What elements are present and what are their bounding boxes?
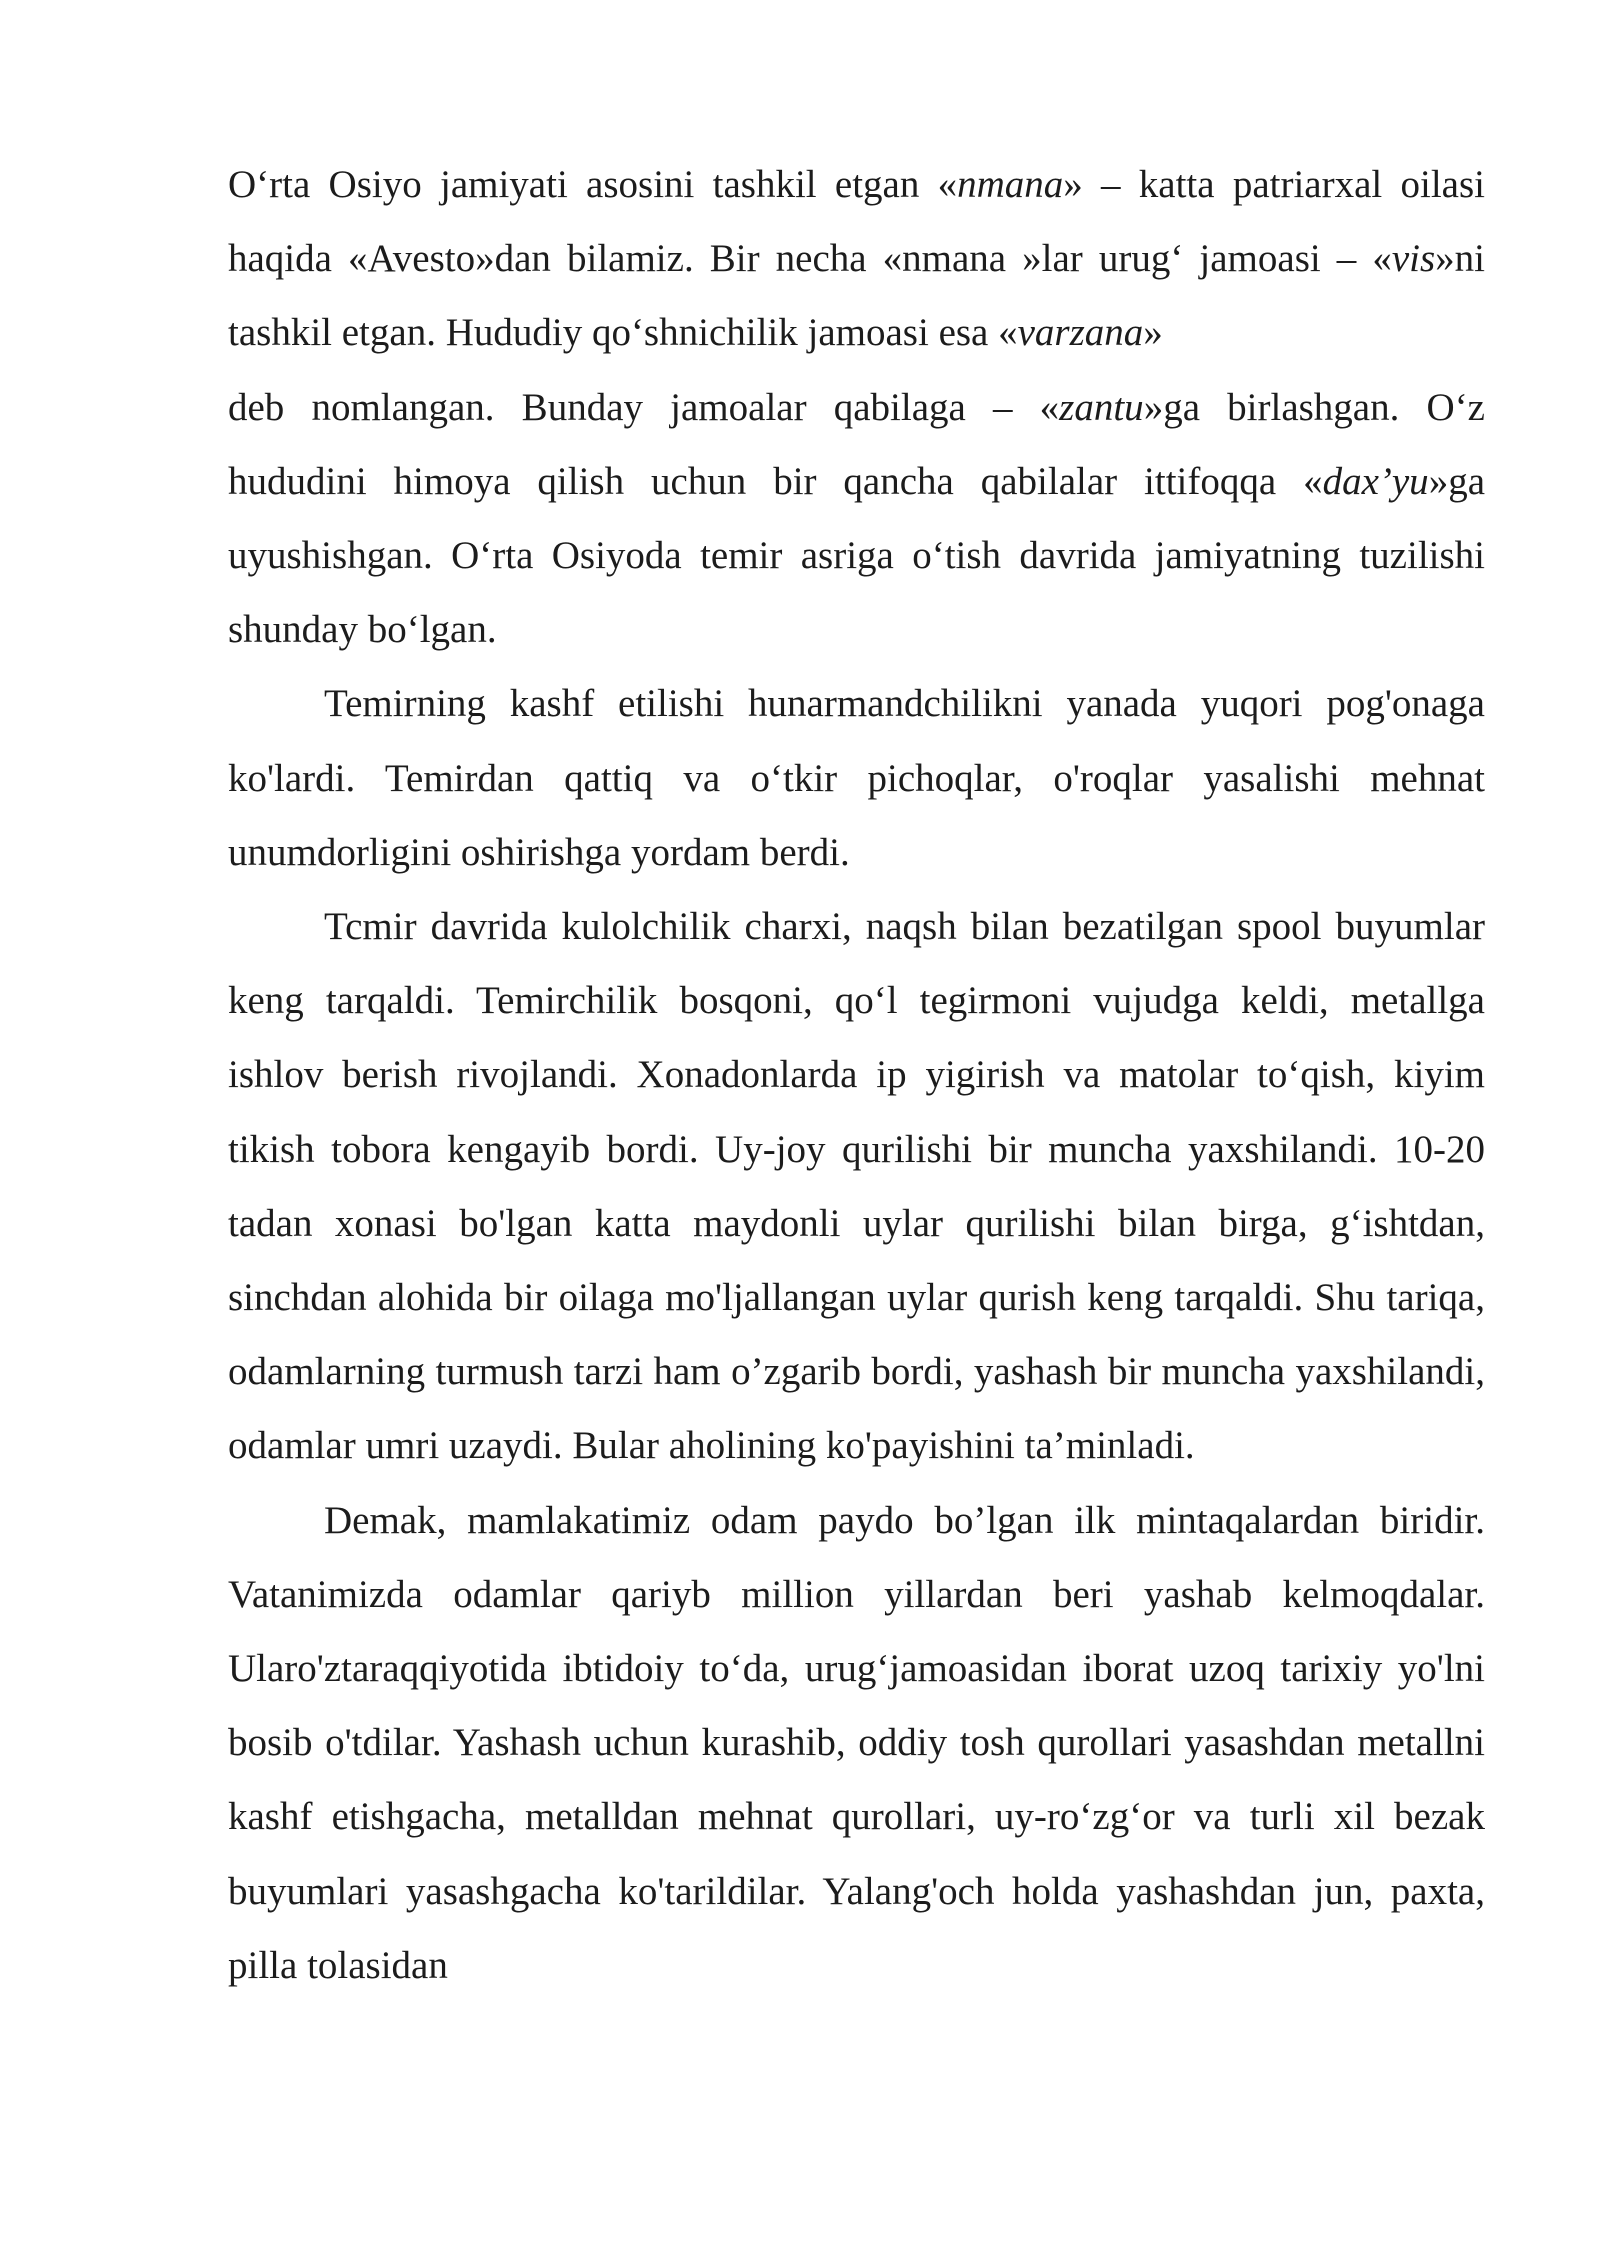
text-segment: »ga birlashgan. O‘z hududini himoya qilish uchun bir qancha qabilalar ittifoqqa « [228,385,1485,503]
italic-term: nmana [957,163,1064,206]
paragraph [228,667,1485,890]
text-segment: Temirning kashf etilishi hunarmandchilikni yanada yuqori pog'onaga ko'lardi. Temirdan qattiq va o‘tkir pichoqlar, o'roqlar yasalishi mehnat unumdorligini oshirishga yordam berdi. [228,682,1485,874]
text-segment: Tcmir davrida kulolchilik charxi, naqsh bilan bezatilgan spool buyumlar keng tarqaldi. Temirchilik bosqoni, qo‘l tegirmoni vujudga keldi, metallga ishlov berish rivojlandi. Xonadonlarda ip yigirish va matolar to‘qish, kiyim tikish tobora kengayib bordi. Uy-joy qurilishi bir muncha yaxshilandi. 10-20 tadan xonasi bo'lgan katta maydonli uylar qurilishi bilan birga, g‘ishtdan, sinchdan alohida bir oilaga mo'ljallangan uylar qurish keng tarqaldi. Shu tariqa, odamlarning turmush tarzi ham o’zgarib bordi, yashash bir muncha yaxshilandi, odamlar umri uzaydi. Bular aholining ko'payishini ta’minladi. [228,905,1485,1468]
italic-term: vis [1391,237,1436,281]
paragraph [228,148,1485,667]
italic-term: varzana [1017,311,1144,355]
text-segment: »ga uyushishgan. O‘rta Osiyoda temir asriga o‘tish davrida jamiyatning tuzilishi shunday bo‘lgan. [228,459,1485,652]
italic-term: dax’yu [1322,459,1429,503]
text-segment: O‘rta Osiyo jamiyati asosini tashkil etgan « [228,163,958,206]
paragraph [228,1484,1485,2003]
text-segment: » – katta patriarxal oilasi haqida «Avesto»dan bilamiz. Bir necha «nmana »lar urug‘ jamoasi – « [228,163,1485,281]
text-segment: » [1143,311,1163,355]
paragraph [228,890,1485,1484]
italic-term: zantu [1059,385,1144,429]
document-body [228,148,1485,2003]
text-segment: Demak, mamlakatimiz odam paydo bo’lgan ilk mintaqalardan biridir. Vatanimizda odamlar qariyb million yillardan beri yashab kelmoqdalar. Ularo'ztaraqqiyotida ibtidoiy to‘da, urug‘jamoasidan iborat uzoq tarixiy yo'lni bosib o'tdilar. Yashash uchun kurashib, oddiy tosh qurollari yasashdan metallni kashf etishgacha, metalldan mehnat qurollari, uy-ro‘zg‘or va turli xil bezak buyumlari yasashgacha ko'tarildilar. Yalang'och holda yashashdan jun, paxta, pilla tolasidan [228,1498,1485,1987]
text-segment: deb nomlangan. Bunday jamoalar qabilaga – « [228,385,1060,429]
text-segment: »ni tashkil etgan. Hududiy qo‘shnichilik jamoasi esa « [228,237,1485,355]
